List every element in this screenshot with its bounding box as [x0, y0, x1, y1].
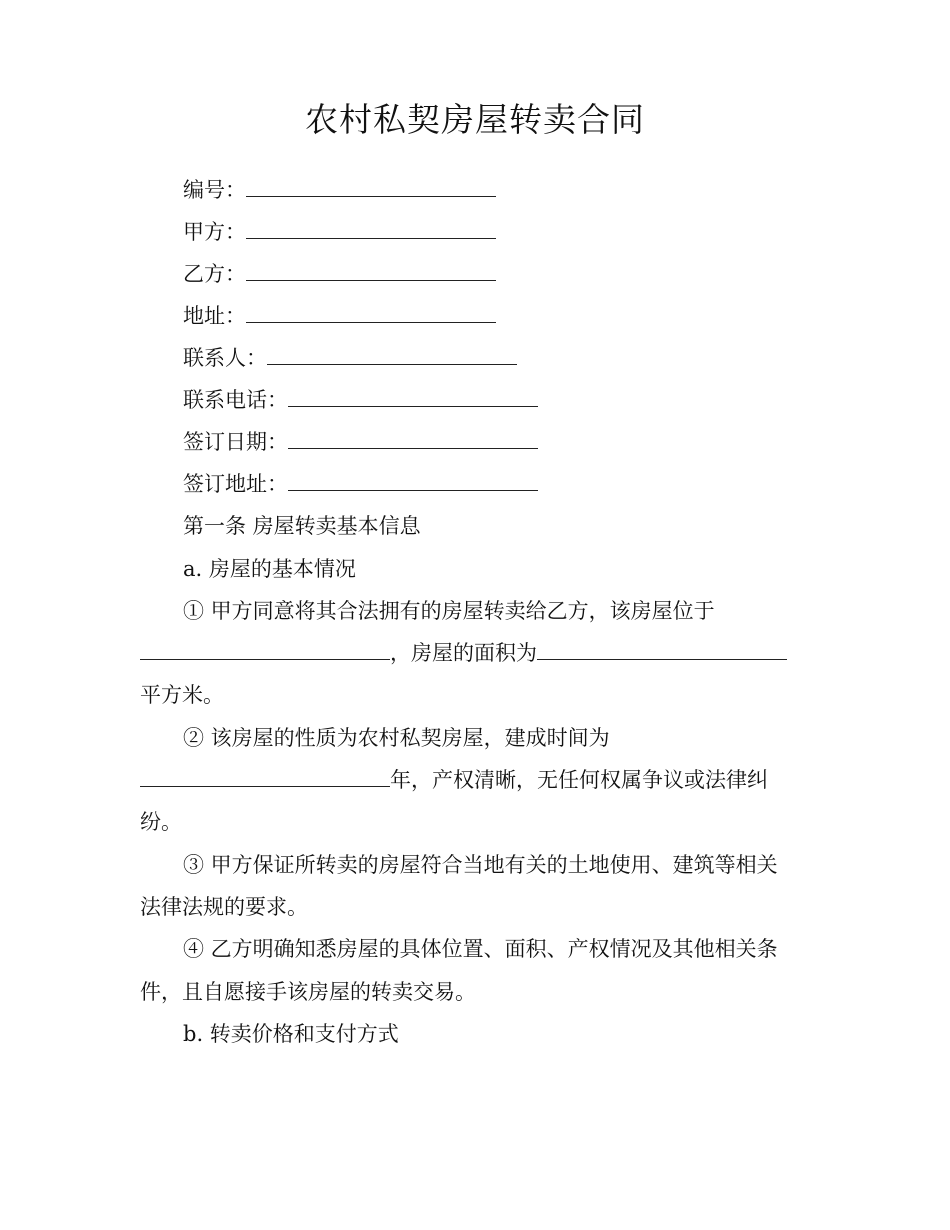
- field-sign-date: [183, 427, 538, 457]
- item-2-tail-text: 年，产权清晰，无任何权属争议或法律纠: [390, 768, 768, 792]
- field-label: 地址：: [183, 304, 246, 328]
- blank-line: [267, 344, 517, 365]
- item-4-line-2: 件，且自愿接手该房屋的转卖交易。: [140, 980, 476, 1004]
- item-2-line-1: ② 该房屋的性质为农村私契房屋，建成时间为: [183, 726, 610, 750]
- item-3-line-1: ③ 甲方保证所转卖的房屋符合当地有关的土地使用、建筑等相关: [183, 853, 778, 877]
- blank-line: [537, 639, 787, 660]
- item-2-line-3: 纷。: [140, 810, 182, 834]
- field-number: [183, 175, 496, 205]
- field-party-b: [183, 259, 496, 289]
- field-label: 联系人：: [183, 346, 267, 370]
- field-sign-place: [183, 469, 538, 499]
- blank-line: [288, 386, 538, 407]
- article-1-heading: 第一条 房屋转卖基本信息: [183, 514, 421, 538]
- item-1-line-3: 平方米。: [140, 683, 224, 707]
- blank-line: [246, 218, 496, 239]
- blank-line: [140, 766, 390, 787]
- blank-line: [140, 639, 390, 660]
- field-label: 乙方：: [183, 262, 246, 286]
- field-label: 联系电话：: [183, 388, 288, 412]
- blank-line: [246, 176, 496, 197]
- field-address: [183, 301, 496, 331]
- item-4-line-1: ④ 乙方明确知悉房屋的具体位置、面积、产权情况及其他相关条: [183, 937, 778, 961]
- item-1-mid-text: ，房屋的面积为: [390, 641, 537, 665]
- item-2-line-2: [140, 765, 768, 795]
- field-label: 签订日期：: [183, 430, 288, 454]
- section-a-heading: a. 房屋的基本情况: [183, 557, 356, 581]
- field-party-a: [183, 217, 496, 247]
- item-3-line-2: 法律法规的要求。: [140, 895, 308, 919]
- blank-line: [246, 260, 496, 281]
- item-1-line-2: [140, 638, 787, 668]
- field-contact: [183, 343, 517, 373]
- field-label: 编号：: [183, 178, 246, 202]
- field-label: 签订地址：: [183, 472, 288, 496]
- blank-line: [288, 470, 538, 491]
- section-b-heading: b. 转卖价格和支付方式: [183, 1022, 399, 1046]
- field-phone: [183, 385, 538, 415]
- field-label: 甲方：: [183, 220, 246, 244]
- blank-line: [246, 302, 496, 323]
- blank-line: [288, 428, 538, 449]
- document-title: 农村私契房屋转卖合同: [305, 100, 645, 139]
- item-1-line-1: ① 甲方同意将其合法拥有的房屋转卖给乙方，该房屋位于: [183, 599, 715, 623]
